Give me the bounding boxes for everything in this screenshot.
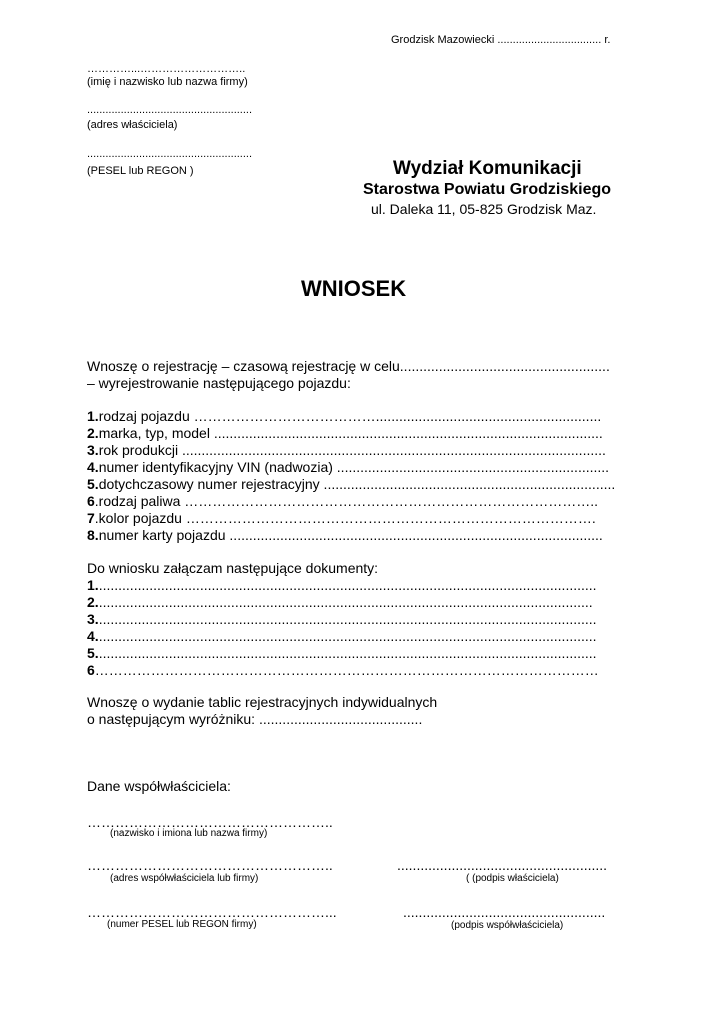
document-item-3: 3. ................................................................................................................................ xyxy=(87,611,597,627)
document-item-6: 6 ……………………………………………………………………………………………… xyxy=(87,662,599,678)
documents-heading: Do wniosku załączam następujące dokumenty: xyxy=(87,560,379,576)
owner-signature-caption: ( (podpis właściciela) xyxy=(466,873,559,884)
addressee-address: ul. Daleka 11, 05-825 Grodzisk Maz. xyxy=(371,201,597,217)
pesel-dots: ...................................................... xyxy=(87,148,253,160)
request-line-1: Wnoszę o rejestrację – czasową rejestrację w celu...................................................... xyxy=(87,358,610,374)
coowner-name-dots: …………………………………………….. xyxy=(87,814,333,830)
plates-line-2: o następującym wyróżniku: .......................................... xyxy=(87,711,423,727)
request-line-2: – wyrejestrowanie następującego pojazdu: xyxy=(87,375,351,391)
vehicle-field-fuel: 6 .rodzaj paliwa …………………………………………………………………………….. xyxy=(87,493,599,509)
vehicle-field-year: 3. rok produkcji ............................................................................................................. xyxy=(87,442,606,458)
document-item-4: 4. ................................................................................................................................ xyxy=(87,628,597,644)
coowner-address-caption: (adres współwłaściciela lub firmy) xyxy=(110,873,259,884)
document-item-1: 1. ................................................................................................................................ xyxy=(87,577,597,593)
owner-address-caption: (adres właściciela) xyxy=(87,119,178,131)
vehicle-field-card: 8. numer karty pojazdu ................................................................................................ xyxy=(87,527,603,543)
coowner-signature-dots: .................................................... xyxy=(403,904,606,920)
vehicle-field-color: 7 .kolor pojazdu ……………………………………………………………………………. xyxy=(87,510,596,526)
owner-address-dots: ...................................................... xyxy=(87,104,253,116)
coowner-signature-caption: (podpis współwłaściciela) xyxy=(451,920,564,931)
pesel-caption: (PESEL lub REGON ) xyxy=(87,165,194,177)
addressee-office: Wydział Komunikacji xyxy=(393,158,582,179)
vehicle-field-make: 2. marka, typ, model .................................................................................................... xyxy=(87,425,603,441)
place-date-line: Grodzisk Mazowiecki .................................. r. xyxy=(391,34,611,46)
vehicle-field-type: 1. rodzaj pojazdu ………………………………….......................................................... xyxy=(87,408,602,424)
vehicle-field-vin: 4. numer identyfikacyjny VIN (nadwozia) ...................................................................... xyxy=(87,459,610,475)
page-title: WNIOSEK xyxy=(301,276,407,301)
document-item-2: 2. ............................................................................................................................... xyxy=(87,594,593,610)
addressee-starostwo: Starostwa Powiatu Grodziskiego xyxy=(363,181,612,198)
vehicle-field-prev-reg: 5. dotychczasowy numer rejestracyjny ........................................................................... xyxy=(87,476,616,492)
document-item-5: 5. ................................................................................................................................ xyxy=(87,645,597,661)
coowner-address-dots: …………………………………………….. xyxy=(87,857,333,873)
coowner-pesel-caption: (numer PESEL lub REGON firmy) xyxy=(107,919,257,930)
coowner-heading: Dane współwłaściciela: xyxy=(87,778,231,794)
coowner-pesel-dots: ……………………………………………... xyxy=(87,904,337,920)
applicant-name-dots: …………...……………………….. xyxy=(87,63,246,75)
owner-signature-dots: ...................................................... xyxy=(397,857,608,873)
plates-line-1: Wnoszę o wydanie tablic rejestracyjnych indywidualnych xyxy=(87,694,438,710)
coowner-name-caption: (nazwisko i imiona lub nazwa firmy) xyxy=(110,828,268,839)
applicant-name-caption: (imię i nazwisko lub nazwa firmy) xyxy=(87,76,248,88)
